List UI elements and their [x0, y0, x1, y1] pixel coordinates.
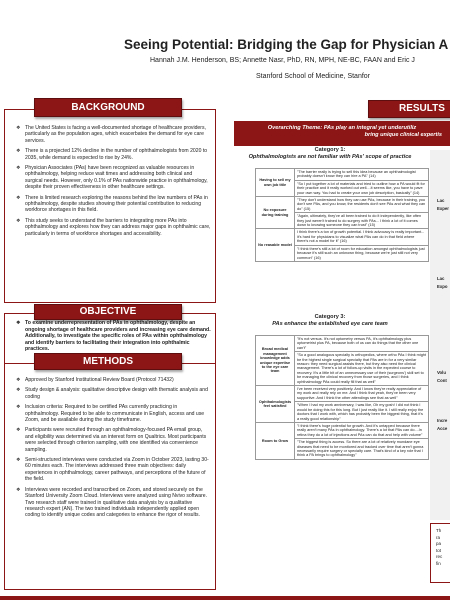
objective-bullet: ❖ To examine underrepresentation of PAs in ophthalmology, despite an ongoing shortage of healthcare providers and increasing eye care demand. Additionally, to investigate the specific roles of PAs within ophthalmology and identify barriers to facilitating their integration into ophthalmic practices. [16, 320, 211, 353]
methods-bullet: ❖ Approved by Stanford Institutional Review Board (Protocol 71432) [16, 377, 211, 383]
methods-heading: METHODS [34, 353, 182, 370]
background-heading: BACKGROUND [34, 98, 182, 117]
participant-quote: "Again, ultimately, they've all been trained to do it independently, like often they just weren't trained to do surgery with PAs... I think a lot of it comes down to knowing someone they can trust" (15) [295, 213, 429, 229]
cutoff-bullet-fragment: rec [436, 554, 443, 560]
category-3-label: Category 3: [314, 314, 346, 320]
cutoff-label: Volu [437, 370, 446, 375]
methods-bullet: ❖ Interviews were recorded and transcribed on Zoom, and stored securely on the Stanford University Zoom Cloud. Interviews were analyzed using Nvivo software. Two research staff were trained in qualitative data analysis by a qualitative research expert (AN). The two trained individuals independently applied open coding to identify unique codes and categories to enhance the rigor of results. [16, 487, 211, 519]
methods-bullet: ❖ Inclusion criteria: Required to be certified PAs currently practicing in ophthalmology. Required to be able to communicate in English, access and use Zoom, and be available during the study timeframe. [16, 404, 211, 423]
category-1-subtitle: Ophthalmologists are not familiar with PAs' scope of practice [248, 153, 412, 160]
cutoff-bullet-fragment: fin [436, 560, 441, 566]
cutoff-bullet-fragment: tot [436, 547, 442, 553]
background-bullet: ❖ Physician Associates (PAs) have been recognized as valuable resources in ophthalmology, helping reduce wait times and addressing both clinical and surgical needs. However, only 0.1% of PAs nationwide practice in ophthalmology, despite their proven effectiveness in other healthcare settings. [16, 165, 211, 191]
objective-heading: OBJECTIVE [34, 304, 182, 320]
methods-bullet: ❖ Study design & analysis: qualitative descriptive design with thematic analysis and coding [16, 387, 211, 400]
participant-quote: "It's not versus. It's not optometry versus PA, it's ophthalmology plus optometrist plus PA, because both of us can do things that the other one can't" [295, 336, 429, 352]
category-1-table [255, 168, 429, 262]
cutoff-bullet-fragment: ra [436, 534, 441, 540]
background-bullet: ❖ This study seeks to understand the barriers to integrating more PAs into ophthalmology and explores how they can address major gaps in ophthalmic care, particularly in terms of workforce shortages and accessibility. [16, 218, 211, 237]
participant-quote: "The barrier really is trying to sell this idea because an ophthalmologist probably doesn't know they can hire a PA" (14) [295, 169, 429, 181]
theme-line-1: Overarching Theme: PAs play an integral yet underutiliz [267, 125, 417, 131]
methods-content [16, 377, 211, 587]
participant-quote: "So a good analogous specialty is orthopedics, where ortho PAs I think might be the highest single surgical specialty that PAs are in for a very similar reason: they need surgical assists there, but they also need the clinical management. There's a lot of follow-up visits in the expected course to recovery. It's a little bit of an unnecessary use of their (surgeons') skill set to be managing the clinical recovery from those surgeries, and I think ophthalmology PAs could really fill that as well" [295, 352, 429, 386]
methods-bullet: ❖ Participants were recruited through an ophthalmology-focused PA email group, and eligibility was determined via an interest form on Qualtrics. Most participants were selected through criterion sampling, with one identified via convenience sampling. [16, 427, 211, 453]
category-3-table [255, 335, 429, 460]
overarching-theme [234, 121, 450, 146]
cutoff-label: Cont [437, 378, 447, 383]
table-row [256, 422, 429, 438]
category-1-label: Category 1: [314, 147, 346, 153]
participant-quote: "I think there's still a lot of room for education amongst ophthalmologists just because it's still such an unknown thing, because we're just still not very common" (16) [295, 245, 429, 261]
poster-header [0, 0, 450, 90]
cutoff-bullet-fragment: Th [436, 528, 442, 533]
right-cutoff-bullets [436, 528, 450, 568]
participant-quote: I think there's a ton of growth potential. I think advocacy is really important... it's hard for physicians to visualize what PAs can do in that field where there's not a model for it" (16) [295, 229, 429, 245]
cutoff-label: Incre [437, 418, 448, 423]
subcategory-label: No exposure during training [256, 197, 295, 229]
background-bullets [16, 125, 211, 237]
table-row [256, 229, 429, 245]
background-content [16, 125, 211, 301]
cutoff-label: Expo [437, 284, 448, 289]
objective-bullets [16, 320, 211, 353]
cutoff-label: Exper [437, 206, 449, 211]
table-row [256, 169, 429, 181]
cutoff-label: Lac [437, 198, 445, 203]
subcategory-label: No reasable model [256, 229, 295, 261]
subcategory-label: Room to Grow [256, 422, 295, 459]
participant-quote: "They don't understand how they can use PAs, because in their training, you don't see PAs, and you know, the residents don't see PAs and what they can do" (15) [295, 197, 429, 213]
theme-line-2: bring unique clinical expertis [364, 132, 442, 138]
category-3-title [234, 314, 426, 327]
author-list: Hannah J.M. Henderson, BS; Annette Nasr, PhD, RN, MPH, NE-BC, FAAN and Eric J [150, 57, 415, 64]
category-1-title [234, 147, 426, 160]
background-bullet: ❖ There is a projected 12% decline in the number of ophthalmologists from 2020 to 2035, while demand is expected to rise by 24%. [16, 148, 211, 161]
participant-quote: "When I had my work anniversary, I was like, Oh my gosh! I did not think I would be doing this for this long. But I just really like it. I still really enjoy the doctors that I work with, which has probably been the biggest thing, that it's a really good relationship" [295, 402, 429, 423]
background-bullet: ❖ The United States is facing a well-documented shortage of healthcare providers, particularly as the population ages, which exacerbates the demand for eye care services. [16, 125, 211, 144]
subcategory-label: Having to sell my own job title [256, 169, 295, 197]
subcategory-label: Broad medical management knowledge adds unique expertise to the eye care team [256, 336, 295, 386]
methods-bullet: ❖ Semi-structured interviews were conducted via Zoom in October 2023, lasting 30-60 minutes each. The interviews addressed three main objectives: daily experiences in ophthalmology, career pathways, and perceptions of the future of the field. [16, 457, 211, 483]
participant-quote: "So I put together a lot of materials and tried to outline how a PA would fit for their practice and it really worked out well....it seems like, you have to pave your own way. You had to create your own job description, basically" (14) [295, 180, 429, 196]
results-heading: RESULTS [368, 100, 450, 118]
participant-quote: "The biggest thing is access. So there are a lot of relatively mundane eye diseases that need to be monitored and tracked over time that aren't gonna necessarily require surgery or specialty care. That's kind of a key role that I think a PA brings to ophthalmology" [295, 439, 429, 460]
participant-quote: "I think there's huge potential for growth. And it's untapped because there really aren't many PAs in ophthalmology. There's a lot that PAs can do....In retina they do a lot of injections and PAs can do that and help with volume" [295, 422, 429, 438]
participant-quote: I've been received very positively. And I know they're really appreciative of my work and really rely on me. And I think that yeah, they've been very supportive. And I think the other attendings see that as well" [295, 386, 429, 402]
methods-bullets [16, 377, 211, 519]
subcategory-label: Ophthalmologists feel satisfied [256, 386, 295, 423]
table-row [256, 386, 429, 402]
cutoff-label: Lac [437, 276, 445, 281]
category-3-subtitle: PAs enhance the established eye care team [272, 320, 388, 327]
background-bullet: ❖ There is limited research exploring the reasons behind the low numbers of PAs in ophthalmology, despite studies showing their potential contribution to reducing workforce shortages in this field. [16, 195, 211, 214]
affiliation: Stanford School of Medicine, Stanfor [256, 73, 371, 80]
poster-title: Seeing Potential: Bridging the Gap for Physician A [124, 37, 449, 52]
footer-bar [0, 596, 450, 600]
cutoff-bullet-fragment: pa [436, 541, 442, 547]
table-row [256, 197, 429, 213]
cutoff-label: Acce [437, 426, 448, 431]
table-row [256, 336, 429, 352]
